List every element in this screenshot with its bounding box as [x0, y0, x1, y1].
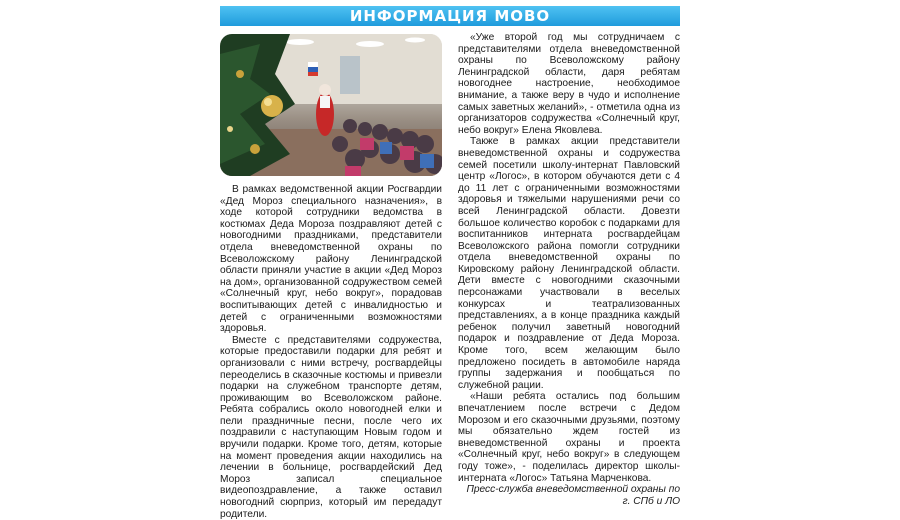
article-page	[220, 6, 680, 520]
section-title: ИНФОРМАЦИЯ МОВО	[349, 7, 551, 25]
left-column	[220, 184, 442, 520]
right-column	[458, 32, 680, 507]
article-photo	[220, 34, 442, 176]
christmas-event-photo	[220, 34, 442, 176]
press-signature: Пресс-служба вневедомственной охраны по г. СПб и ЛО	[466, 484, 680, 507]
paragraph: В рамках ведомственной акции Росгвардии «Дед Мороз специального назначения», в ходе которой сотрудники ведомства в костюмах Деда Мороза поздравляют детей с новогодними праздниками, представители отдела вневедомственной охраны по Всеволожскому району Ленинградской области приняли участие в акции «Дед Мороз на дом», организованной содружеством семей «Солнечный круг, небо вокруг», порадовав воспитывающих детей с инвалидностью и детей с ограниченными возможностями здоровья.	[220, 184, 443, 335]
paragraph: Вместе с представителями содружества, которые предоставили подарки для ребят и организовали с ними встречу, росгвардейцы переоделись в сказочные костюмы и привезли подарки на служебном транспорте детям, проживающим во Всеволожском районе. Ребята собрались около новогодней елки и пели праздничные песни, после чего их поздравили с наступающим Новым годом и вручили подарки. Кроме того, детям, которые на момент проведения акции находились на лечении в больнице, росгвардейский Дед Мороз записал специальное видеопоздравление, а также оставил новогодний сюрприз, который им передадут родители.	[220, 334, 442, 520]
section-banner	[220, 6, 680, 26]
paragraph: Также в рамках акции представители вневедомственной охраны и содружества семей посетили школу-интернат Павловский центр «Логос», в котором обучаются дети с 4 до 11 лет с ограниченными возможностями здоровья и тяжелыми нарушениями речи со всей Ленинградской области. Довезти большое количество коробок с подарками для воспитанников интерната росгвардейцам Всеволожского района помогли сотрудники отдела вневедомственной охраны по Кировскому району Ленинградской области. Дети вместе с новогодними сказочными персонажами участвовали в веселых конкурсах и театрализованных представлениях, а в конце праздника каждый ребенок получил заветный новогодний подарок и поздравление от Деда Мороза. Кроме того, всем желающим было предложено посидеть в автомобиле наряда группы задержания и пообщаться по служебной рации.	[458, 136, 680, 391]
paragraph: «Наши ребята остались под большим впечатлением после встречи с Дедом Морозом и его сказочными друзьями, поэтому мы обязательно ждем гостей из вневедомственной охраны и проекта «Солнечный круг, небо вокруг» в следующем году тоже», - поделилась директор школы-интерната «Логос» Татьяна Марченкова.	[458, 391, 680, 484]
paragraph: «Уже второй год мы сотрудничаем с представителями отдела вневедомственной охраны по Всеволожскому району Ленинградской области, даря ребятам новогоднее настроение, необходимое внимание, а также веру в чудо и исполнение самых заветных желаний», - отметила одна из организаторов содружества «Солнечный круг, небо вокруг» Елена Яковлева.	[458, 32, 680, 136]
